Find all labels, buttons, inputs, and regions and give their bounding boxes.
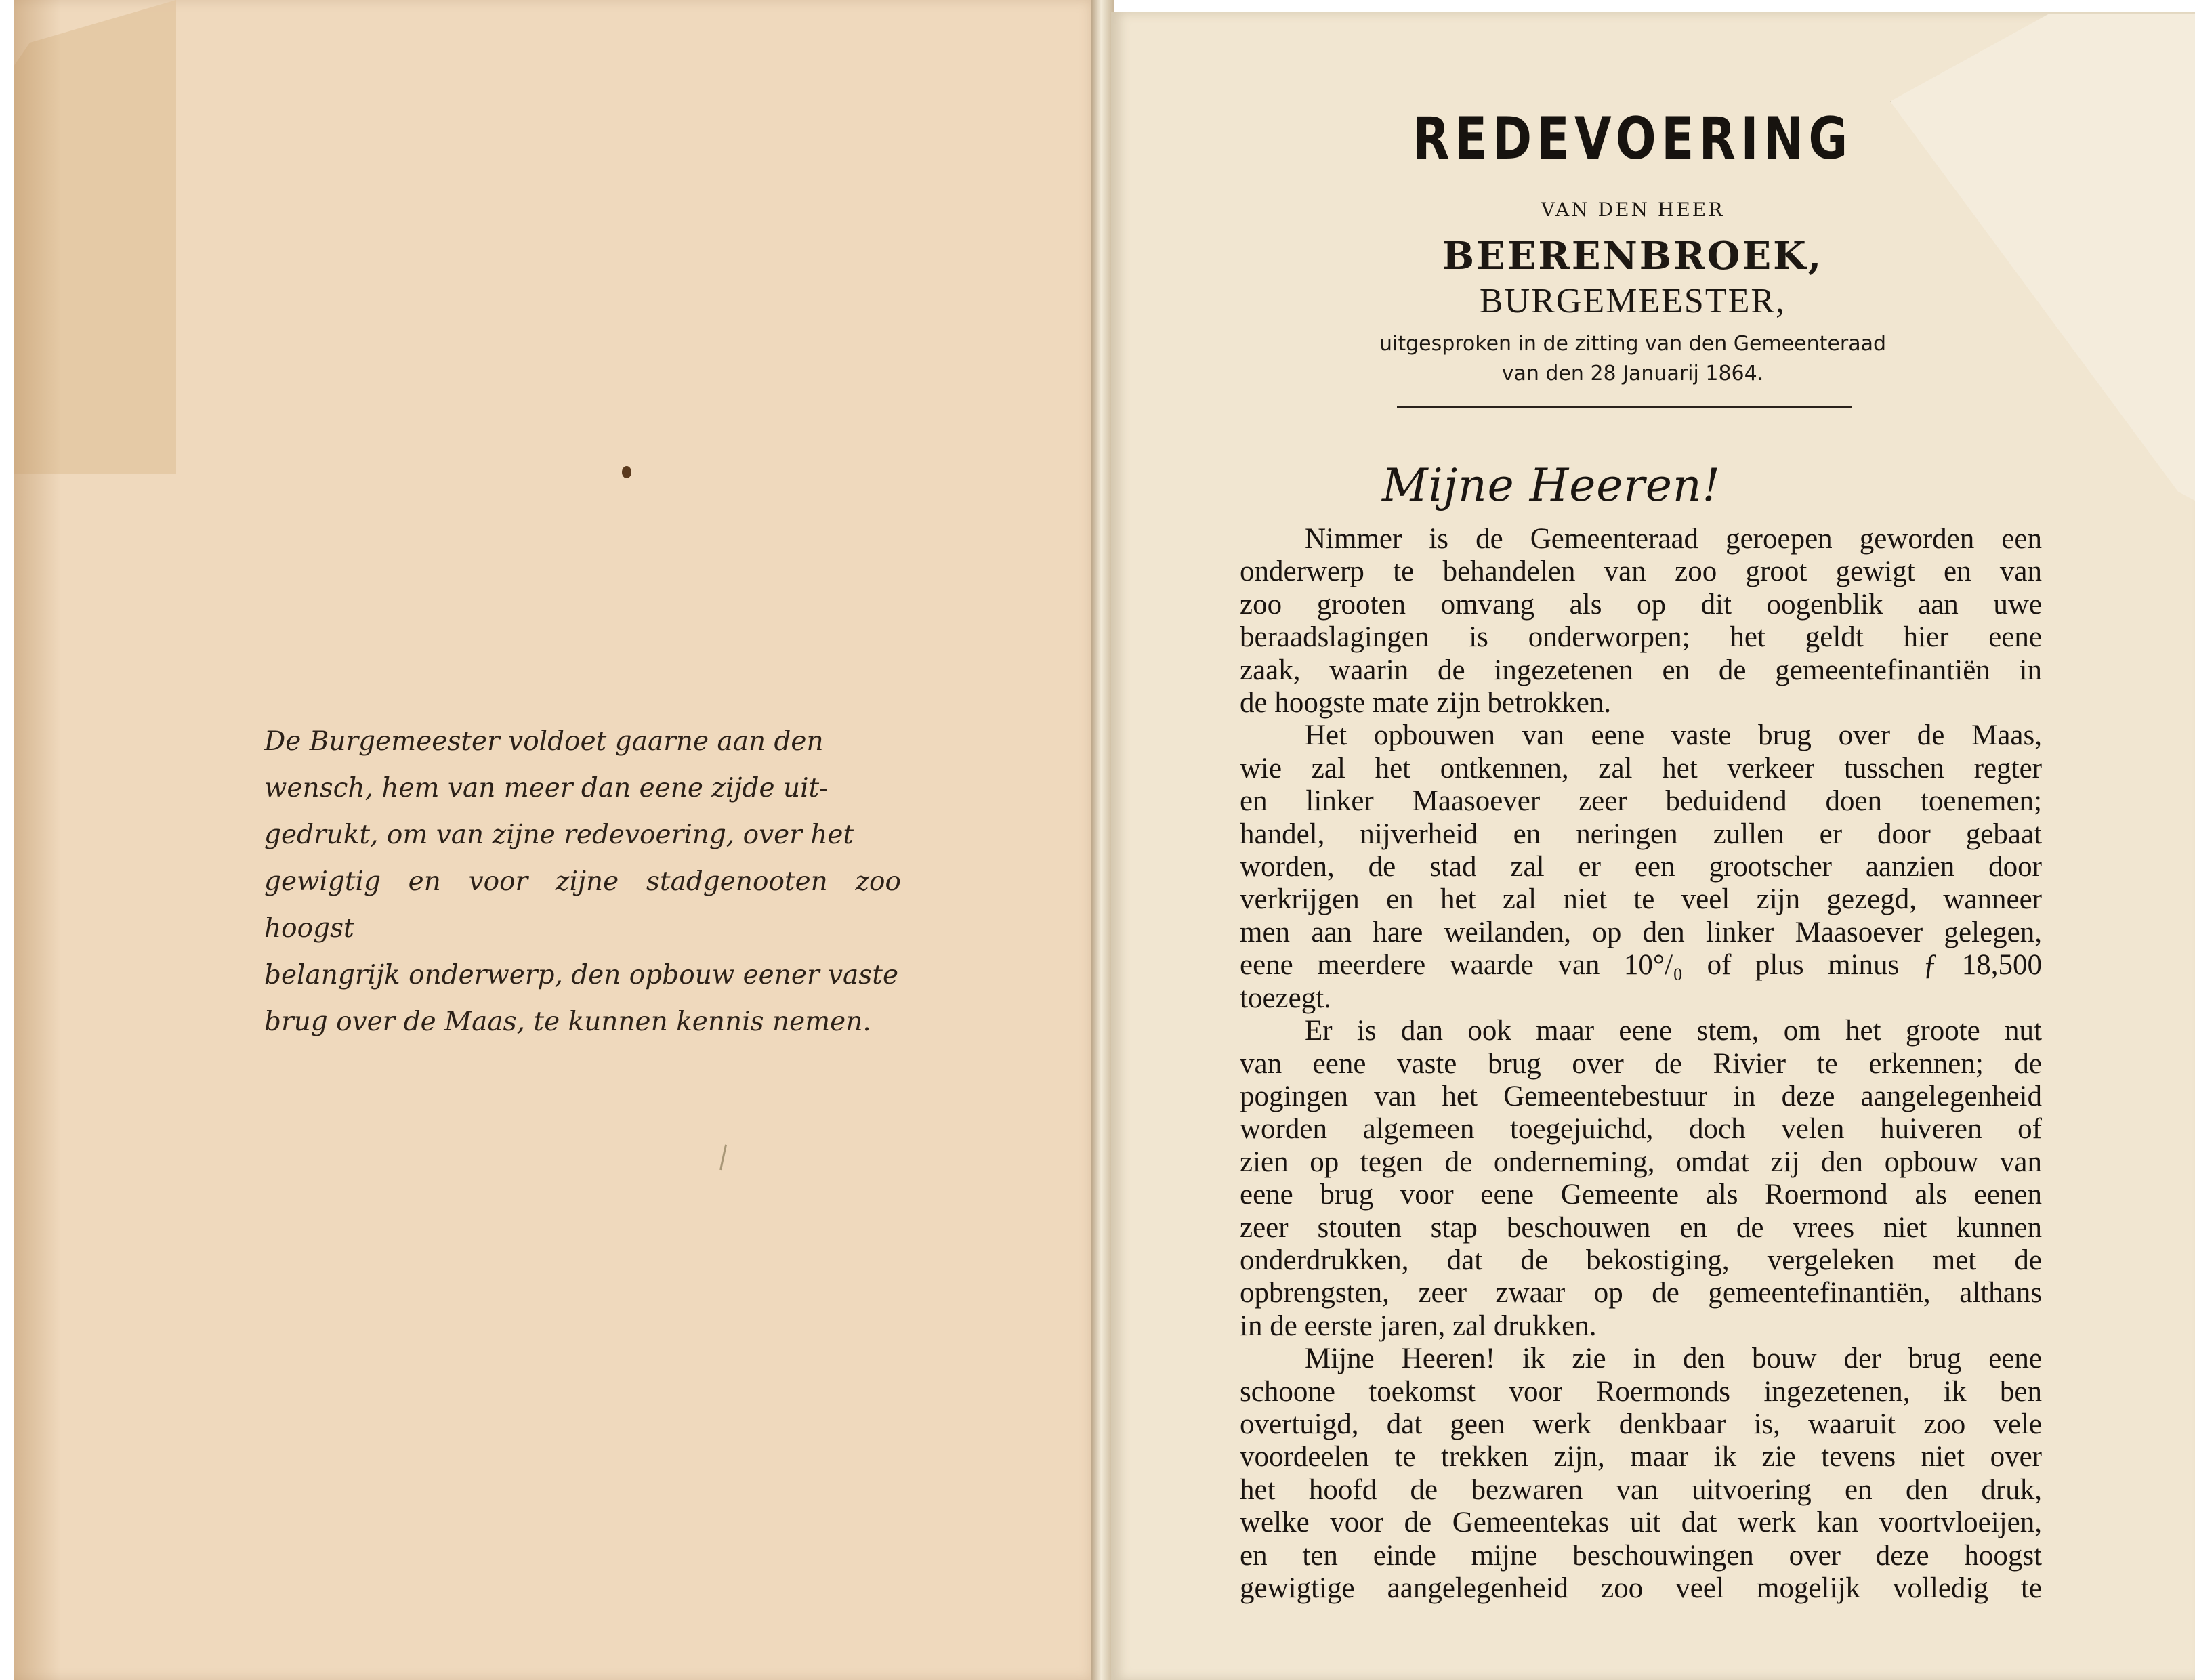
body-line: men aan hare weilanden, op den linker Maasoever gelegen, [1240,916,2042,948]
body-line: eene brug voor eene Gemeente als Roermond als eenen [1240,1179,2042,1211]
document-title: REDEVOERING [1413,105,1853,173]
body-line: overtuigd, dat geen werk denkbaar is, waaruit zoo vele [1240,1408,2042,1440]
salutation: Mijne Heeren! [1382,459,1721,511]
body-line: onderdrukken, dat de bekostiging, vergeleken met de [1240,1244,2042,1276]
note-line: wensch, hem van meer dan eene zijde uit- [264,773,829,803]
date-line: van den 28 Januarij 1864. [1501,362,1764,385]
body-line: het hoofd de bezwaren van uitvoering en den druk, [1240,1473,2042,1506]
ink-spot [622,466,631,478]
note-line: De Burgemeester voldoet gaarne aan den [264,726,824,757]
van-den-heer: VAN DEN HEER [1541,198,1725,221]
body-line: Nimmer is de Gemeenteraad geroepen geworden een [1305,523,2042,555]
title-divider [1397,406,1852,408]
body-line: schoone toekomst voor Roermonds ingezetenen, ik ben [1240,1375,2042,1408]
page-edge-shadow [14,0,61,1680]
speaker-role: BURGEMEESTER, [1479,282,1786,320]
body-line: Mijne Heeren! ik zie in den bouw der brug eene [1305,1343,2042,1375]
body-line: eene meerdere waarde van 10°/₀ of plus minus ƒ 18,500 [1240,949,2042,982]
body-line: onderwerp te behandelen van zoo groot gewigt en van [1240,555,2042,588]
publisher-note [264,718,901,1045]
body-line: wie zal het ontkennen, zal het verkeer tusschen regter [1240,752,2042,784]
book-spine [1091,0,1114,1680]
note-line: gedrukt, om van zijne redevoering, over het [264,820,854,850]
body-line: pogingen van het Gemeentebestuur in deze aangelegenheid [1240,1080,2042,1112]
note-line: brug over de Maas, te kunnen kennis nemen. [264,1007,871,1037]
body-line: Er is dan ook maar eene stem, om het groote nut [1305,1015,2042,1047]
body-line: in de eerste jaren, zal drukken. [1240,1309,1597,1342]
body-line: zien op tegen de onderneming, omdat zij den opbouw van [1240,1146,2042,1178]
body-line: toezegt. [1240,982,1331,1014]
note-line: belangrijk onderwerp, den opbouw eener vaste [264,960,899,990]
speech-body [1240,523,2042,1605]
body-line: worden algemeen toegejuichd, doch velen huiveren of [1240,1113,2042,1146]
body-line: beraadslagingen is onderworpen; het geldt hier eene [1240,621,2042,654]
body-line: opbrengsten, zeer zwaar op de gemeentefinantiën, althans [1240,1277,2042,1309]
body-line: en linker Maasoever zeer beduidend doen toenemen; [1240,785,2042,818]
note-line: gewigtig en voor zijne stadgenooten zoo hoogst [264,866,901,944]
body-line: en ten einde mijne beschouwingen over deze hoogst [1240,1539,2042,1572]
body-line: van eene vaste brug over de Rivier te erkennen; de [1240,1047,2042,1080]
body-line: worden, de stad zal er een grootscher aanzien door [1240,851,2042,883]
body-line: zaak, waarin de ingezetenen en de gemeentefinantiën in [1240,654,2042,686]
occasion-line: uitgesproken in de zitting van den Gemeenteraad [1379,332,1887,356]
body-line: Het opbouwen van eene vaste brug over de Maas, [1305,719,2042,752]
body-line: verkrijgen en het zal niet te veel zijn gezegd, wanneer [1240,883,2042,916]
body-line: zoo grooten omvang als op dit oogenblik aan uwe [1240,588,2042,621]
body-line: gewigtige aangelegenheid zoo veel mogelijk volledig te [1240,1572,2042,1604]
body-line: zeer stouten stap beschouwen en de vrees niet kunnen [1240,1211,2042,1244]
speaker-name: BEERENBROEK, [1442,234,1824,278]
body-line: de hoogste mate zijn betrokken. [1240,687,1612,719]
body-line: welke voor de Gemeentekas uit dat werk kan voortvloeijen, [1240,1507,2042,1539]
body-line: voordeelen te trekken zijn, maar ik zie tevens niet over [1240,1441,2042,1473]
body-line: handel, nijverheid en neringen zullen er door gebaat [1240,818,2042,850]
